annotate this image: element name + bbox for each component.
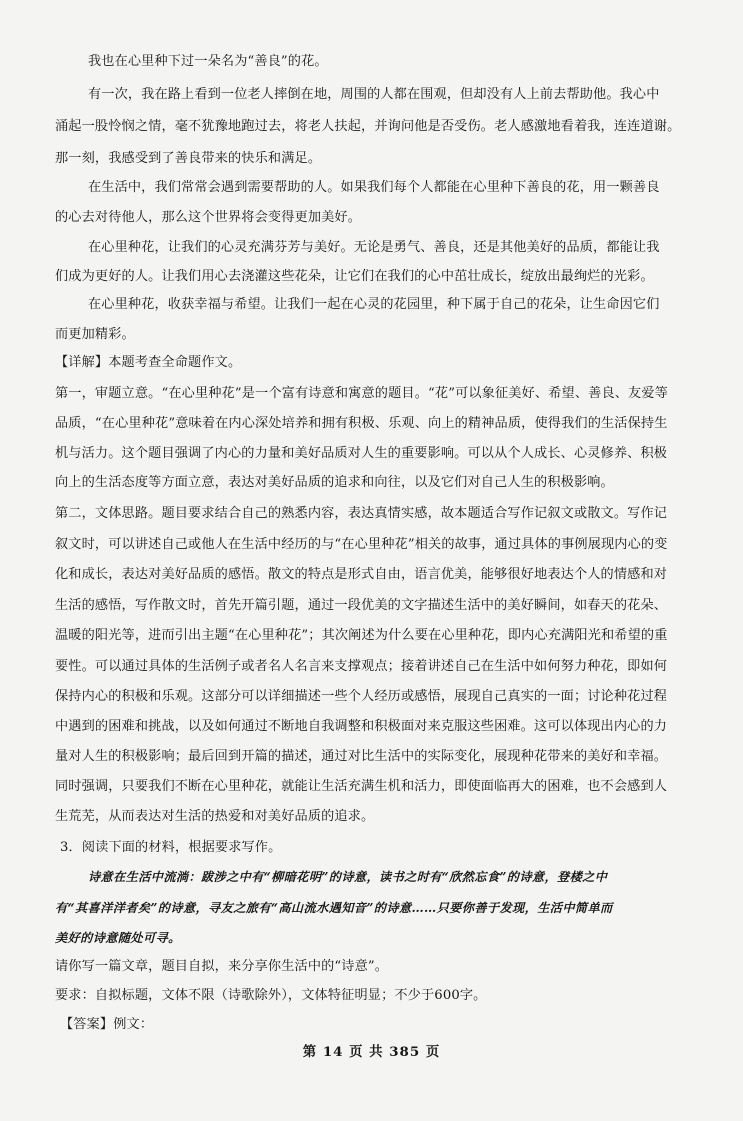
analysis-line: 保持内心的积极和乐观。这部分可以详细描述一些个人经历或感悟，展现自己真实的一面；讨论种花过程 xyxy=(55,689,668,704)
analysis-line: 温暖的阳光等，进而引出主题“在心里种花”；其次阐述为什么要在心里种花，即内心充满阳光和希望的重 xyxy=(55,628,668,643)
analysis-line: 第一，审题立意。“在心里种花”是一个富有诗意和寓意的题目。“花”可以象征美好、希望、善良、友爱等 xyxy=(55,386,668,401)
answer-label: 【答案】例文： xyxy=(60,1017,154,1032)
essay-line: 涌起一股怜悯之情，毫不犹豫地跑过去，将老人扶起，并询问他是否受伤。老人感激地看着我，连连道谢。 xyxy=(55,119,681,134)
analysis-heading: 【详解】本题考查全命题作文。 xyxy=(55,355,242,370)
essay-line: 们成为更好的人。让我们用心去浇灌这些花朵，让它们在我们的心中茁壮成长，绽放出最绚烂的光彩。 xyxy=(55,269,654,284)
analysis-line: 第二，文体思路。题目要求结合自己的熟悉内容，表达真情实感，故本题适合写作记叙文或散文。写作记 xyxy=(55,506,668,521)
essay-line: 在生活中，我们常常会遇到需要帮助的人。如果我们每个人都能在心里种下善良的花，用一颗善良 xyxy=(88,180,660,195)
essay-line: 在心里种花，收获幸福与希望。让我们一起在心灵的花园里，种下属于自己的花朵，让生命因它们 xyxy=(88,297,660,312)
analysis-line: 品质，“在心里种花”意味着在内心深处培养和拥有积极、乐观、向上的精神品质，使得我们的生活保持生 xyxy=(55,416,668,431)
page-number-footer: 第 14 页 共 385 页 xyxy=(302,1044,441,1060)
essay-line: 的心去对待他人，那么这个世界将会变得更加美好。 xyxy=(55,210,362,225)
analysis-line: 生活的感悟，写作散文时，首先开篇引题，通过一段优美的文字描述生活中的美好瞬间，如春天的花朵、 xyxy=(55,598,668,613)
analysis-line: 化和成长，表达对美好品质的感悟。散文的特点是形式自由，语言优美，能够很好地表达个人的情感和对 xyxy=(55,567,668,582)
analysis-line: 量对人生的积极影响；最后回到开篇的描述，通过对比生活中的实际变化，展现种花带来的美好和幸福。 xyxy=(55,749,668,764)
analysis-line: 中遇到的困难和挑战，以及如何通过不断地自我调整和积极面对来克服这些困难。这可以体现出内心的力 xyxy=(55,719,668,734)
analysis-line: 机与活力。这个题目强调了内心的力量和美好品质对人生的重要影响。可以从个人成长、心灵修养、积极 xyxy=(55,446,668,461)
question-requirement: 要求：自拟标题，文体不限（诗歌除外），文体特征明显；不少于600字。 xyxy=(55,988,487,1003)
analysis-line: 叙文时，可以讲述自己或他人在生活中经历的与“在心里种花”相关的故事，通过具体的事例展现内心的变 xyxy=(55,537,668,552)
essay-line: 那一刻，我感受到了善良带来的快乐和满足。 xyxy=(55,151,322,166)
analysis-line: 生荒芜，从而表达对生活的热爱和对美好品质的追求。 xyxy=(55,809,375,824)
essay-line: 而更加精彩。 xyxy=(55,327,135,342)
question-task: 请你写一篇文章，题目自拟，来分享你生活中的“诗意”。 xyxy=(55,959,389,974)
essay-line: 在心里种花，让我们的心灵充满芬芳与美好。无论是勇气、善良，还是其他美好的品质，都能让我 xyxy=(88,240,660,255)
material-line: 有“其喜洋洋者矣”的诗意，寻友之旅有“高山流水遇知音”的诗意……只要你善于发现，生活中简单而 xyxy=(55,901,613,915)
material-line: 美好的诗意随处可寻。 xyxy=(55,931,181,945)
material-line: 诗意在生活中流淌：跋涉之中有“柳暗花明”的诗意，读书之时有“欣然忘食”的诗意，登楼之中 xyxy=(88,870,608,884)
analysis-line: 向上的生活态度等方面立意，表达对美好品质的追求和向往，以及它们对自己人生的积极影响。 xyxy=(55,475,614,490)
analysis-line: 要性。可以通过具体的生活例子或者名人名言来支撑观点；接着讲述自己在生活中如何努力种花，即如何 xyxy=(55,659,668,674)
essay-line: 有一次，我在路上看到一位老人摔倒在地，周围的人都在围观，但却没有人上前去帮助他。我心中 xyxy=(88,87,660,102)
analysis-line: 同时强调，只要我们不断在心里种花，就能让生活充满生机和活力，即使面临再大的困难，也不会感到人 xyxy=(55,779,668,794)
question-prompt: 3．阅读下面的材料，根据要求写作。 xyxy=(60,840,282,855)
essay-line: 我也在心里种下过一朵名为“善良”的花。 xyxy=(88,54,328,69)
